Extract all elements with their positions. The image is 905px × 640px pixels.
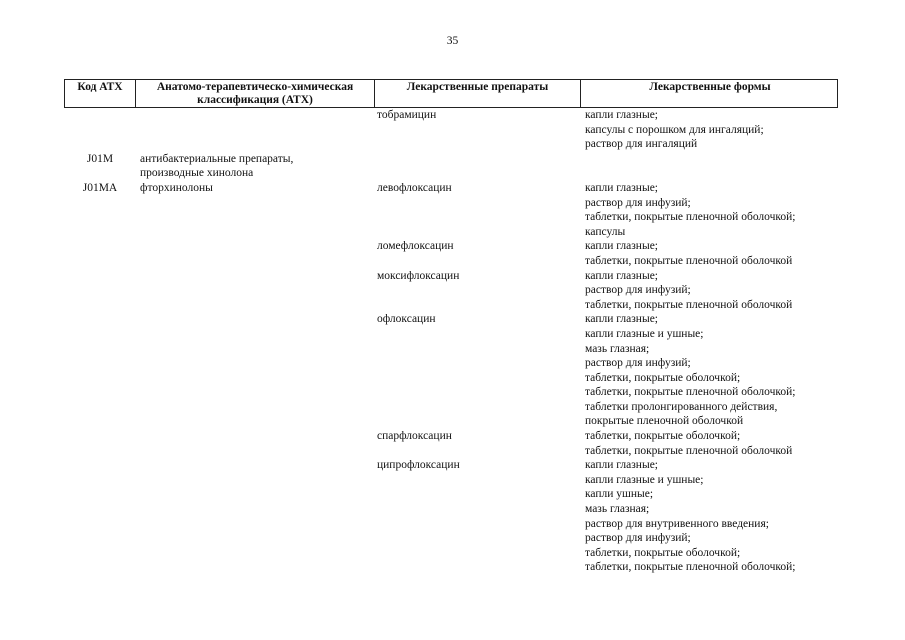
atc-code-cell xyxy=(64,269,134,313)
dosage-form-line: таблетки, покрытые пленочной оболочкой; xyxy=(585,211,796,224)
atc-code-cell xyxy=(64,108,134,152)
dosage-form-line: таблетки, покрытые пленочной оболочкой; xyxy=(585,386,796,399)
header-classification: Анатомо-терапевтическо-химическая классификация (АТХ) xyxy=(135,80,374,107)
drug-table xyxy=(64,79,838,575)
dosage-form-line: мазь глазная; xyxy=(585,342,650,355)
classification-cell xyxy=(134,181,373,239)
drug-name-cell: левофлоксацин xyxy=(377,181,452,194)
dosage-form-line: капли глазные; xyxy=(585,181,658,194)
classification-cell xyxy=(134,312,373,429)
atc-code-cell xyxy=(64,239,134,268)
drug-name-cell: тобрамицин xyxy=(377,109,437,121)
header-drugs: Лекарственные препараты xyxy=(374,80,580,107)
dosage-form-line: таблетки, покрытые оболочкой; xyxy=(585,430,741,443)
dosage-form-line: капли глазные; xyxy=(585,313,658,326)
classification-cell xyxy=(134,458,373,575)
drug-name-cell xyxy=(373,152,579,181)
dosage-form-line: капли глазные и ушные; xyxy=(585,473,704,486)
dosage-form-line: капли глазные и ушные; xyxy=(585,327,704,340)
atc-code-cell xyxy=(64,312,134,429)
dosage-form-line: капли ушные; xyxy=(585,488,654,501)
atc-code-cell xyxy=(64,458,134,575)
dosage-form-line: мазь глазная; xyxy=(585,503,650,516)
drug-name-cell: ломефлоксацин xyxy=(377,240,454,253)
dosage-form-line: капли глазные; xyxy=(585,109,658,121)
dosage-forms-cell xyxy=(579,458,838,575)
classification-cell xyxy=(134,108,373,152)
page-number: 35 xyxy=(446,35,459,47)
dosage-form-line: раствор для ингаляций xyxy=(585,138,698,151)
dosage-form-line: раствор для инфузий; xyxy=(585,196,691,209)
classification-cell xyxy=(134,269,373,313)
dosage-form-line: таблетки, покрытые пленочной оболочкой xyxy=(585,444,793,457)
dosage-form-line: капсулы xyxy=(585,225,626,238)
dosage-form-line: раствор для инфузий; xyxy=(585,284,691,297)
dosage-form-line: капли глазные; xyxy=(585,459,658,472)
table-header xyxy=(64,79,838,108)
classification-line: производные хинолона xyxy=(140,167,254,180)
header-forms: Лекарственные формы xyxy=(580,80,839,107)
dosage-form-line: капли глазные; xyxy=(585,240,658,253)
dosage-form-line: таблетки, покрытые пленочной оболочкой; xyxy=(585,561,796,574)
table-body xyxy=(64,108,838,575)
header-code: Код АТХ xyxy=(77,81,123,93)
drug-name-cell: моксифлоксацин xyxy=(377,269,460,282)
atc-code-cell: J01M xyxy=(86,152,114,165)
dosage-form-line: раствор для инфузий; xyxy=(585,532,691,545)
dosage-form-line: таблетки пролонгированного действия, xyxy=(585,400,778,413)
drug-name-cell: офлоксацин xyxy=(377,313,436,326)
classification-cell xyxy=(134,429,373,458)
dosage-form-line: капсулы с порошком для ингаляций; xyxy=(585,123,764,136)
dosage-form-line: раствор для внутривенного введения; xyxy=(585,517,769,530)
drug-name-cell: ципрофлоксацин xyxy=(377,459,460,472)
dosage-form-line: таблетки, покрытые оболочкой; xyxy=(585,371,741,384)
dosage-form-line: таблетки, покрытые пленочной оболочкой xyxy=(585,298,793,311)
atc-code-cell: J01MA xyxy=(82,181,118,194)
dosage-forms-cell xyxy=(579,152,838,181)
classification-cell xyxy=(134,239,373,268)
classification-cell xyxy=(134,152,373,181)
dosage-forms-cell xyxy=(579,108,838,152)
dosage-forms-cell xyxy=(579,312,838,429)
classification-line: фторхинолоны xyxy=(140,181,213,194)
dosage-form-line: таблетки, покрытые оболочкой; xyxy=(585,546,741,559)
dosage-form-line: капли глазные; xyxy=(585,269,658,282)
drug-name-cell: спарфлоксацин xyxy=(377,430,452,443)
dosage-forms-cell xyxy=(579,181,838,239)
dosage-form-line: раствор для инфузий; xyxy=(585,357,691,370)
dosage-forms-cell xyxy=(579,269,838,313)
dosage-form-line: таблетки, покрытые пленочной оболочкой xyxy=(585,254,793,267)
dosage-forms-cell xyxy=(579,239,838,268)
classification-line: антибактериальные препараты, xyxy=(140,152,294,165)
dosage-forms-cell xyxy=(579,429,838,458)
atc-code-cell xyxy=(64,429,134,458)
dosage-form-line: покрытые пленочной оболочкой xyxy=(585,415,744,428)
